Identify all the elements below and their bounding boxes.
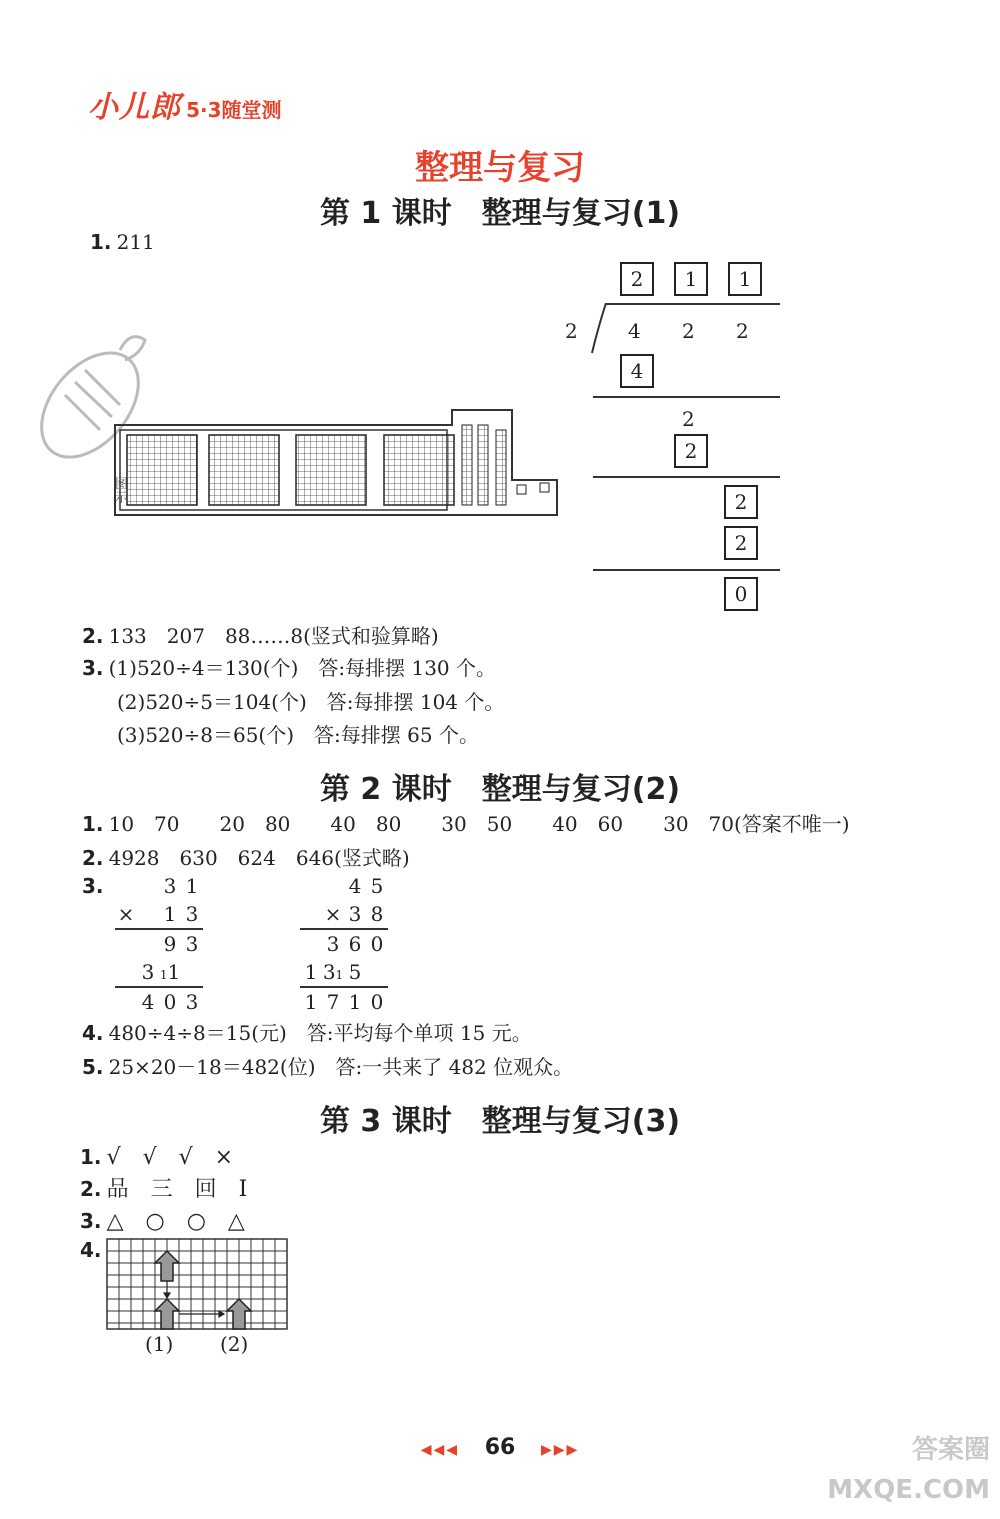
question-number: 3. <box>82 874 104 898</box>
divisor: 2 <box>565 319 578 343</box>
division-bar <box>605 303 780 305</box>
answer-text: √ √ √ × <box>106 1145 234 1170</box>
watermark: 答案圈 MXQE.COM <box>827 1435 990 1505</box>
page-title: 整理与复习 <box>415 148 585 188</box>
l1-q2 <box>82 620 439 649</box>
question-number: 3. <box>80 1209 102 1233</box>
translation-grid-diagram <box>106 1238 290 1332</box>
question-number: 2. <box>82 624 104 648</box>
brand-logo <box>88 82 282 126</box>
l2-q3 <box>82 874 104 898</box>
question-number: 2. <box>80 1177 102 1201</box>
quotient-digit: 1 <box>674 262 708 296</box>
step-box: 4 <box>620 354 654 388</box>
page-number-text: 66 <box>484 1435 516 1460</box>
answer-text: 133 207 88……8(竖式和验算略) <box>108 624 439 648</box>
step-box: 2 <box>674 434 708 468</box>
l2-q4 <box>82 1017 532 1046</box>
l3-q1 <box>80 1140 233 1171</box>
question-number: 4. <box>82 1021 104 1045</box>
brand-name: 小儿郎 <box>88 90 181 125</box>
lesson-3-title: 第 3 课时 整理与复习(3) <box>319 1104 681 1139</box>
brand-series: 5·3随堂测 <box>186 98 282 122</box>
vertical-multiplication-2: 4 5 × 3 8 3 6 0 1 31 5 1 7 1 0 <box>300 872 388 1016</box>
remainder-box: 0 <box>724 577 758 611</box>
l3-q2 <box>80 1172 247 1203</box>
l3-q3 <box>80 1204 245 1235</box>
question-number: 1. <box>80 1145 102 1169</box>
blocks-label: 图示 <box>115 477 129 506</box>
l1-q3 <box>82 652 496 681</box>
division-rule <box>593 569 780 571</box>
step-digit: 2 <box>682 407 695 431</box>
division-rule <box>593 396 780 398</box>
dividend-digit: 4 <box>628 319 641 343</box>
division-bracket <box>590 303 610 355</box>
quotient-digit: 2 <box>620 262 654 296</box>
l2-q1 <box>82 808 850 837</box>
answer-text: 品 三 回 I <box>106 1177 248 1202</box>
question-number: 5. <box>82 1055 104 1079</box>
question-number: 1. <box>82 812 104 836</box>
l2-q2 <box>82 842 410 871</box>
diagram-label-2: (2) <box>220 1332 249 1356</box>
division-rule <box>593 476 780 478</box>
right-arrows-icon: ▶▶▶ <box>540 1442 580 1458</box>
step-box: 2 <box>724 485 758 519</box>
answer-text: 480÷4÷8＝15(元) 答:平均每个单项 15 元。 <box>108 1021 532 1045</box>
answer-text: △ ○ ○ △ <box>106 1209 245 1234</box>
quotient-digit: 1 <box>728 262 762 296</box>
lesson-2-title: 第 2 课时 整理与复习(2) <box>319 772 681 807</box>
lesson-1-title: 第 1 课时 整理与复习(1) <box>319 196 681 231</box>
l1-q1 <box>90 230 155 254</box>
dividend-digit: 2 <box>736 319 749 343</box>
answer-text: 25×20－18＝482(位) 答:一共来了 482 位观众。 <box>108 1055 574 1079</box>
l2-q5 <box>82 1051 573 1080</box>
l3-q4 <box>80 1238 102 1262</box>
question-number: 2. <box>82 846 104 870</box>
answer-line: (3)520÷8＝65(个) 答:每排摆 65 个。 <box>117 723 479 747</box>
answer-line: (1)520÷4＝130(个) 答:每排摆 130 个。 <box>108 656 497 680</box>
answer-text: 211 <box>116 230 155 254</box>
answer-text: 10 70 20 80 40 80 30 50 40 60 30 70(答案不唯一) <box>108 812 850 836</box>
question-number: 1. <box>90 230 112 254</box>
vertical-multiplication-1: 3 1 × 1 3 9 3 3 11 4 0 3 <box>115 872 203 1016</box>
diagram-label-1: (1) <box>145 1332 174 1356</box>
long-division <box>565 255 795 615</box>
step-box: 2 <box>724 526 758 560</box>
base-ten-blocks-diagram <box>112 405 562 525</box>
dividend-digit: 2 <box>682 319 695 343</box>
answer-text: 4928 630 624 646(竖式略) <box>108 846 410 870</box>
left-arrows-icon: ◀◀◀ <box>420 1442 460 1458</box>
question-number: 4. <box>80 1238 102 1262</box>
answer-line: (2)520÷5＝104(个) 答:每排摆 104 个。 <box>117 690 505 714</box>
question-number: 3. <box>82 656 104 680</box>
